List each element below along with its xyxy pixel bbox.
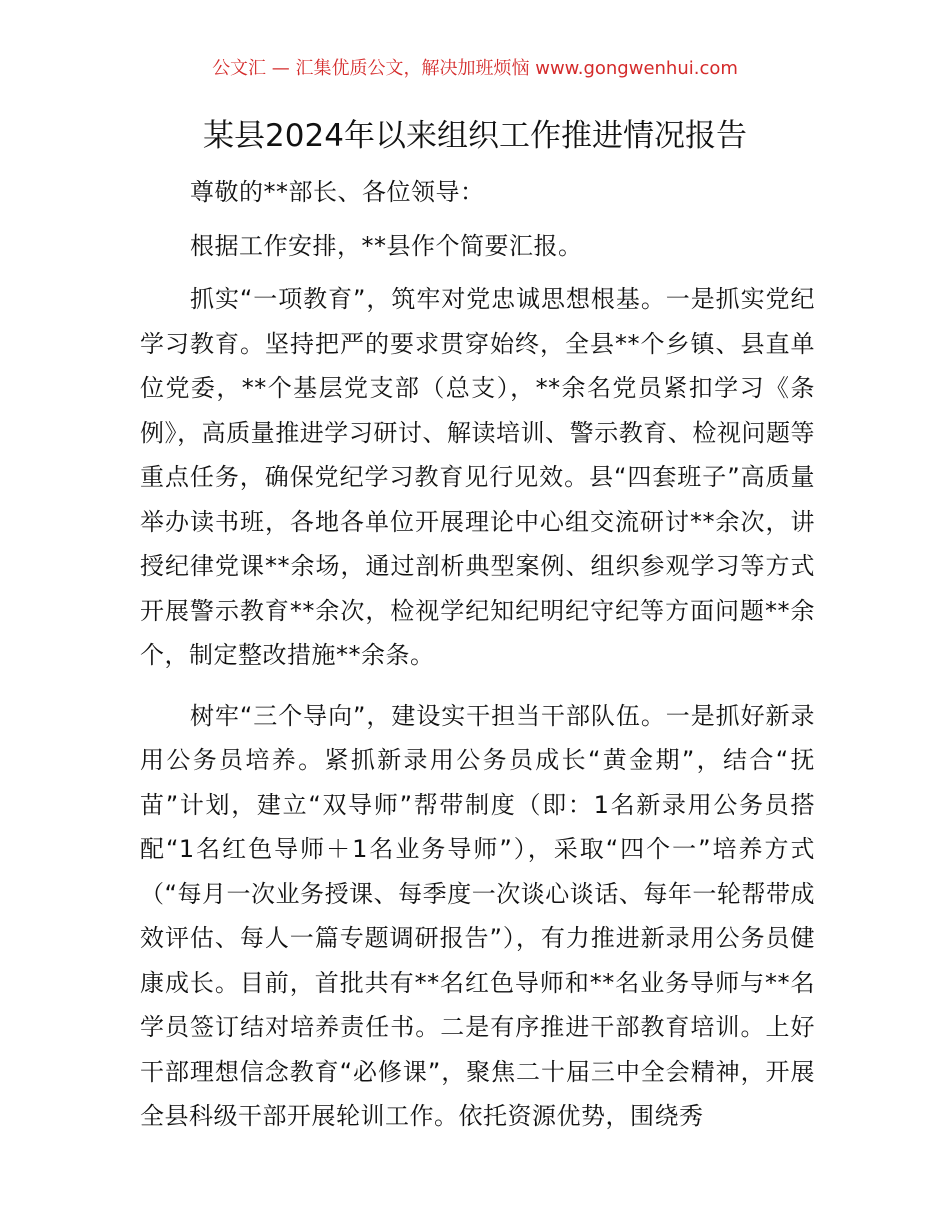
paragraph-cadre: 树牢“三个导向”，建设实干担当干部队伍。一是抓好新录用公务员培养。紧抓新录用公务员成长“黄金期”，结合“抚苗”计划，建立“双导师”帮带制度（即：1名新录用公务员搭配“1名红色导师＋1名业务导师”），采取“四个一”培养方式（“每月一次业务授课、每季度一次谈心谈话、每年一轮帮带成效评估、每人一篇专题调研报告”），有力推进新录用公务员健康成长。目前，首批共有**名红色导师和**名业务导师与**名学员签订结对培养责任书。二是有序推进干部教育培训。上好干部理想信念教育“必修课”，聚焦二十届三中全会精神，开展全县科级干部开展轮训工作。依托资源优势，围绕秀 [140,701,815,1130]
salutation: 尊敬的**部长、各位领导： [190,178,485,206]
document-body [140,170,815,1139]
site-banner: 公文汇 — 汇集优质公文，解决加班烦恼 www.gongwenhui.com [212,58,738,79]
paragraph-intro: 根据工作安排，**县作个简要汇报。 [190,231,583,260]
paragraph-education: 抓实“一项教育”，筑牢对党忠诚思想根基。一是抓实党纪学习教育。坚持把严的要求贯穿始终，全县**个乡镇、县直单位党委，**个基层党支部（总支），**余名党员紧扣学习《条例》，高质量推进学习研讨、解读培训、警示教育、检视问题等重点任务，确保党纪学习教育见行见效。县“四套班子”高质量举办读书班，各地各单位开展理论中心组交流研讨**余次，讲授纪律党课**余场，通过剖析典型案例、组织参观学习等方式开展警示教育**余次，检视学纪知纪明纪守纪等方面问题**余个，制定整改措施**余条。 [140,285,815,669]
document-title: 某县2024年以来组织工作推进情况报告 [203,118,747,154]
